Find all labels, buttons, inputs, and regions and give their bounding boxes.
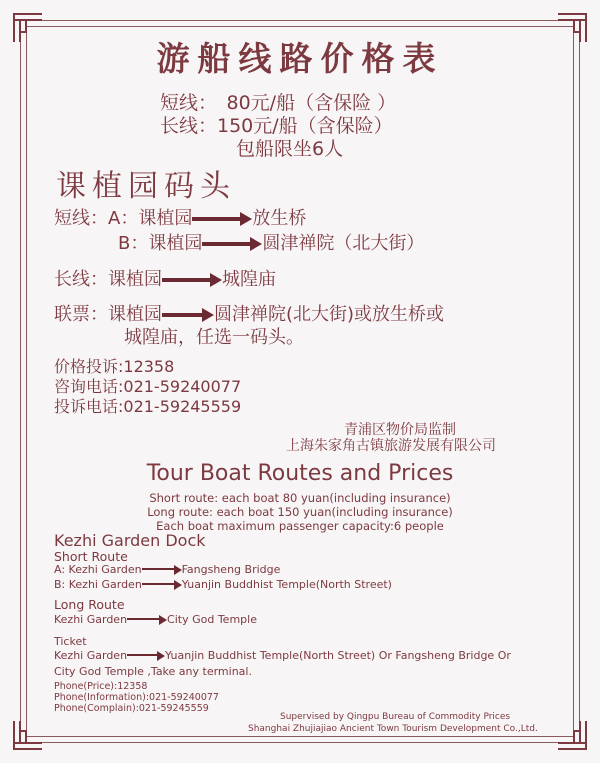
arrow-icon <box>162 311 214 319</box>
long-route-cn <box>54 265 276 291</box>
phone-complain-en: Phone(Complain):021-59245559 <box>54 703 209 714</box>
phone-info-en: Phone(Information):021-59240077 <box>54 692 219 703</box>
route-b-destination-en: Yuanjin Buddhist Temple(North Street) <box>181 578 392 591</box>
ticket-origin-en: Kezhi Garden <box>54 649 128 662</box>
ticket-heading-en: Ticket <box>54 635 87 648</box>
company-en: Shanghai Zhujiajiao Ancient Town Tourism Development Co.,Ltd. <box>248 724 538 734</box>
ticket-label-cn: 联票： <box>54 304 108 325</box>
route-b-en <box>54 578 392 591</box>
capacity-en: Each boat maximum passenger capacity:6 people <box>156 519 444 533</box>
page-title-cn: 游船线路价格表 <box>156 39 444 78</box>
route-b-origin: B：课植园 <box>118 233 203 254</box>
route-a-en <box>54 563 280 576</box>
long-price-en: Long route: each boat 150 yuan(including insurance) <box>147 505 453 519</box>
long-route-heading-en: Long Route <box>54 597 125 612</box>
route-a-origin: A：课植园 <box>108 208 193 229</box>
arrow-icon <box>142 566 182 574</box>
long-origin-en: Kezhi Garden <box>54 613 128 626</box>
arrow-icon <box>142 581 182 589</box>
ticket-destination-en: Yuanjin Buddhist Temple(North Street) Or Fangsheng Bridge Or <box>165 649 511 662</box>
arrow-icon <box>202 240 262 248</box>
short-route-heading-en: Short Route <box>54 549 128 564</box>
company-cn: 上海朱家角古镇旅游发展有限公司 <box>286 438 496 454</box>
short-price-cn: 短线： 80元/船（含保险 ） <box>160 92 397 114</box>
short-route-a-cn <box>54 204 306 230</box>
arrow-icon <box>127 616 167 624</box>
short-label-cn: 短线： <box>54 208 108 229</box>
arrow-icon <box>192 215 252 223</box>
page-title-en: Tour Boat Routes and Prices <box>146 461 454 486</box>
short-route-b-cn <box>118 229 424 255</box>
corner-ornament-bottom-right <box>556 719 588 751</box>
supervisor-cn: 青浦区物价局监制 <box>344 422 456 438</box>
route-b-destination: 圆津禅院（北大街） <box>262 233 425 254</box>
dock-title-en: Kezhi Garden Dock <box>54 531 206 550</box>
short-price-en: Short route: each boat 80 yuan(including insurance) <box>149 491 451 505</box>
ticket-route-en <box>54 649 511 662</box>
route-a-destination-en: Fangsheng Bridge <box>181 563 281 576</box>
long-origin: 课植园 <box>108 269 162 290</box>
long-label-cn: 长线： <box>54 269 108 290</box>
arrow-icon <box>162 276 222 284</box>
ticket-destination-cont-en: City God Temple ,Take any terminal. <box>54 665 252 678</box>
ticket-origin: 课植园 <box>108 304 162 325</box>
long-destination: 城隍庙 <box>222 269 276 290</box>
ticket-destination: 圆津禅院(北大街)或放生桥或 <box>214 304 445 325</box>
long-route-en <box>54 613 257 626</box>
info-phone-cn: 咨询电话:021-59240077 <box>54 377 242 396</box>
route-a-origin-en: A: Kezhi Garden <box>54 563 142 576</box>
route-b-origin-en: B: Kezhi Garden <box>54 578 142 591</box>
phone-price-en: Phone(Price):12358 <box>54 681 148 692</box>
long-destination-en: City God Temple <box>167 613 257 626</box>
ticket-destination-cont: 城隍庙，任选一码头。 <box>124 327 304 348</box>
route-a-destination: 放生桥 <box>252 208 307 229</box>
arrow-icon <box>127 652 165 660</box>
price-complaint-cn: 价格投诉:12358 <box>54 357 175 376</box>
supervisor-en: Supervised by Qingpu Bureau of Commodity Prices <box>280 712 511 722</box>
corner-ornament-bottom-left <box>12 719 44 751</box>
dock-title-cn: 课植园码头 <box>56 169 236 204</box>
long-price-cn: 长线：150元/船（含保险） <box>160 115 393 137</box>
complaint-phone-cn: 投诉电话:021-59245559 <box>54 397 242 416</box>
charter-note-cn: 包船限坐6人 <box>236 138 344 160</box>
